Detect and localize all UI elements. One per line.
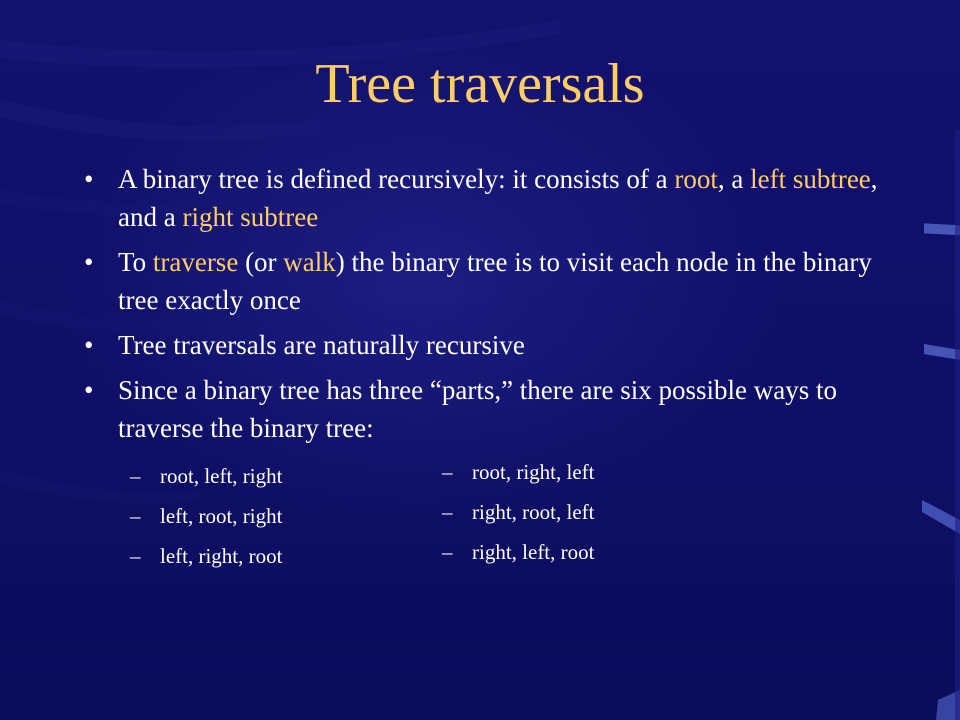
traversal-order: right, left, root: [472, 540, 595, 564]
dash-marker: –: [442, 540, 453, 564]
highlight-term-left-subtree: left subtree: [750, 164, 871, 194]
dash-marker: –: [442, 500, 453, 524]
dash-marker: –: [130, 464, 141, 488]
traversal-item: [442, 492, 594, 532]
bullet-marker: •: [84, 330, 94, 360]
bullet-text: ) the binary tree is to visit each node in the binary tree exactly once: [118, 247, 872, 315]
bullet-item-six-ways: [80, 371, 880, 447]
dash-marker: –: [130, 544, 141, 568]
slide-title: Tree traversals: [315, 53, 645, 115]
traversal-item: [442, 532, 594, 572]
bullet-item-recursive: [80, 326, 880, 364]
traversal-list-right: [442, 452, 594, 572]
highlight-term-root: root: [674, 164, 718, 194]
bullet-text: Tree traversals are naturally recursive: [118, 330, 525, 360]
bullet-text: , and a: [118, 164, 878, 232]
highlight-term-right-subtree: right subtree: [182, 202, 319, 232]
traversal-item: [130, 456, 282, 496]
traversal-list-left: [130, 456, 282, 576]
bullet-marker: •: [84, 164, 94, 194]
highlight-term-traverse: traverse: [152, 247, 239, 277]
bullet-marker: •: [84, 375, 94, 405]
traversal-order: root, left, right: [160, 464, 283, 488]
bullet-text: To: [118, 247, 153, 277]
traversal-item: [130, 496, 282, 536]
traversal-order: root, right, left: [472, 460, 595, 484]
bullet-text: (or: [238, 247, 284, 277]
traversal-order: left, right, root: [160, 544, 283, 568]
dash-marker: –: [442, 460, 453, 484]
dash-marker: –: [130, 504, 141, 528]
traversal-item: [130, 536, 282, 576]
bullet-list: [80, 160, 880, 454]
bullet-text: A binary tree is defined recursively: it consists of a: [118, 164, 675, 194]
highlight-term-walk: walk: [283, 247, 336, 277]
traversal-order: left, root, right: [160, 504, 283, 528]
bullet-item-binary-tree-definition: [80, 160, 880, 236]
bullet-marker: •: [84, 247, 94, 277]
traversal-order: right, root, left: [472, 500, 595, 524]
bullet-item-traverse-definition: [80, 243, 880, 319]
bullet-text: , a: [717, 164, 751, 194]
traversal-item: [442, 452, 594, 492]
bullet-text: Since a binary tree has three “parts,” there are six possible ways to traverse the binary tree:: [118, 375, 837, 443]
